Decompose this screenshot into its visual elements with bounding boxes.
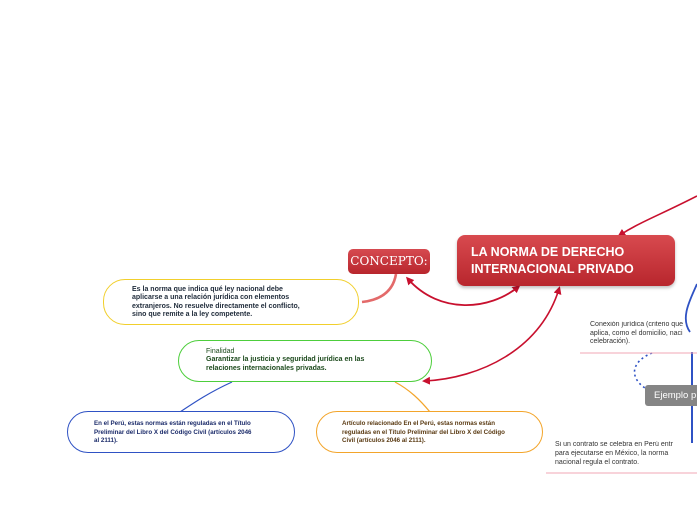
finalidad-line: relaciones internacionales privadas. (206, 364, 327, 372)
definicion-line: extranjeros. No resuelve directamente el conflicto, (132, 302, 300, 310)
contrato-line: Si un contrato se celebra en Perú entr (555, 441, 673, 448)
connector-finalidad-peru (180, 382, 232, 412)
main-title-line2: INTERNACIONAL PRIVADO (471, 262, 634, 276)
finalidad-node[interactable] (178, 340, 432, 382)
finalidad-line: Garantizar la justicia y seguridad jurídica en las (206, 356, 365, 364)
contrato-line: nacional regula el contrato. (555, 458, 640, 466)
conexion-line: aplica, como el domicilio, naci (590, 329, 683, 337)
concepto-node[interactable] (348, 249, 430, 274)
definicion-node[interactable] (103, 279, 359, 325)
peru-line: En el Perú, estas normas están reguladas en el Título (94, 420, 251, 427)
articulo-node[interactable] (316, 411, 543, 453)
connector-concepto-definicion (362, 274, 396, 302)
main-title-line1: LA NORMA DE DERECHO (471, 245, 625, 259)
contrato-node[interactable] (555, 441, 697, 471)
conexion-node[interactable] (590, 321, 697, 353)
contrato-line: para ejecutarse en México, la norma (555, 449, 669, 457)
connector-finalidad-articulo (395, 382, 430, 412)
articulo-line: Artículo relacionado En el Perú, estas normas están (342, 420, 496, 427)
finalidad-heading: Finalidad (206, 348, 235, 355)
articulo-line: reguladas en el Título Preliminar del Libro X del Código (342, 428, 505, 436)
ejemplo-node[interactable] (645, 385, 697, 406)
conexion-line: celebración). (590, 338, 631, 346)
definicion-line: Es la norma que indica qué ley nacional debe (132, 286, 283, 293)
peru-line: Preliminar del Libro X del Código Civil (artículos 2046 (94, 428, 252, 436)
ejemplo-label: Ejemplo p (654, 390, 697, 401)
definicion-line: sino que remite a la ley competente. (132, 311, 253, 319)
peru-node[interactable] (67, 411, 295, 453)
articulo-line: Civil (artículos 2046 al 2111). (342, 437, 426, 445)
connector-dotted-blue (635, 353, 652, 388)
concepto-label: CONCEPTO: (350, 254, 428, 268)
main-topic-node[interactable] (457, 235, 675, 286)
definicion-line: aplicarse a una relación jurídica con elementos (132, 294, 290, 302)
conexion-line: Conexión jurídica (criterio que (590, 321, 683, 328)
connector-top-right (620, 196, 697, 235)
peru-line: al 2111). (94, 437, 118, 445)
